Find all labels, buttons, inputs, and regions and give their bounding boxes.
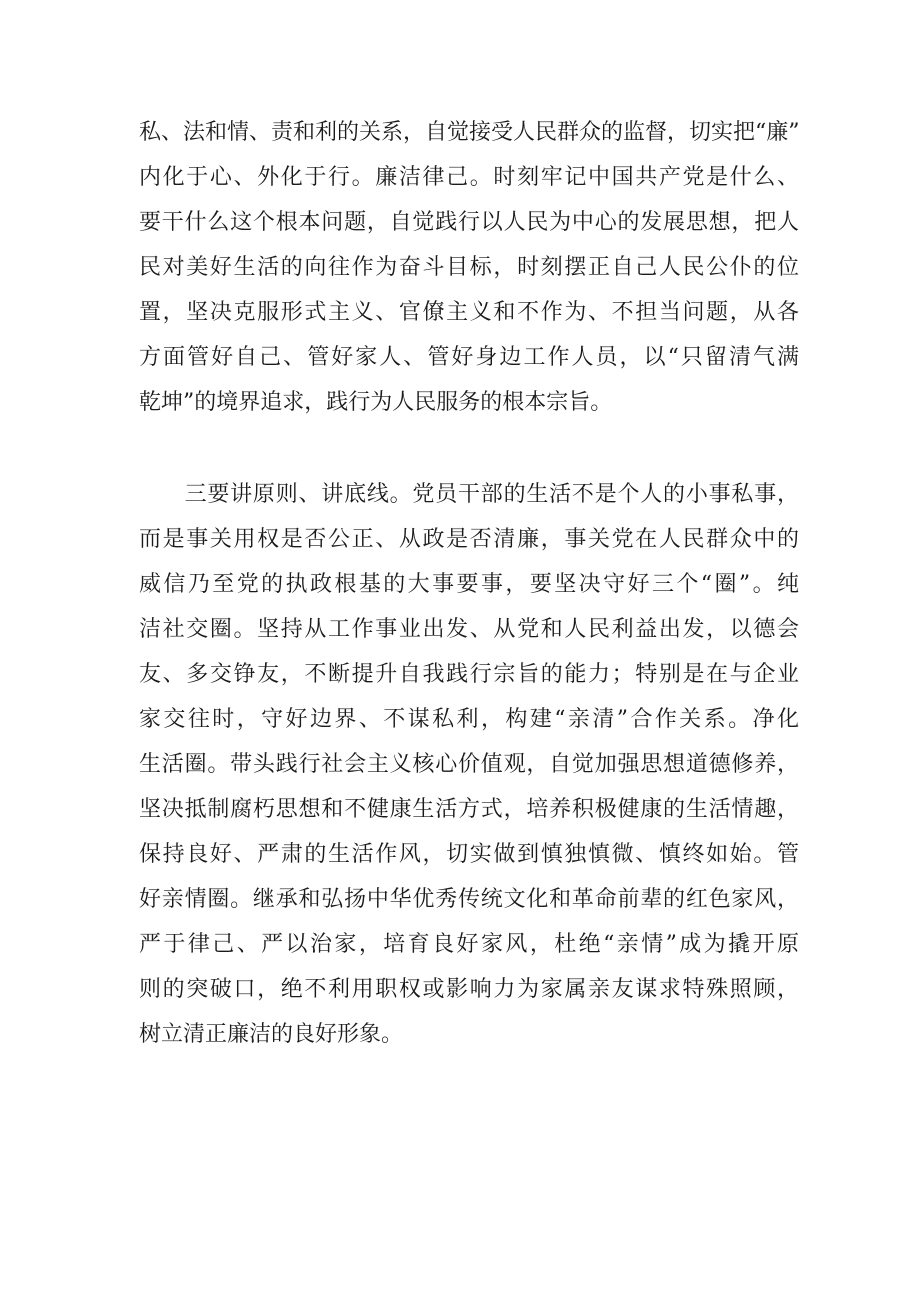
text-line: 要干什么这个根本问题，自觉践行以人民为中心的发展思想，把人	[139, 210, 799, 235]
text-line: 树立清正廉洁的良好形象。	[139, 1022, 404, 1047]
text-line: 保持良好、严肃的生活作风，切实做到慎独慎微、慎终如始。管	[139, 842, 799, 867]
text-line: 民对美好生活的向往作为奋斗目标，时刻摆正自己人民公仆的位	[139, 255, 799, 280]
text-line: 坚决抵制腐朽思想和不健康生活方式，培养积极健康的生活情趣，	[139, 797, 799, 822]
text-line: 生活圈。带头践行社会主义核心价值观，自觉加强思想道德修养，	[139, 752, 799, 777]
text-line: 洁社交圈。坚持从工作事业出发、从党和人民利益出发，以德会	[139, 617, 799, 642]
text-line: 友、多交铮友，不断提升自我践行宗旨的能力；特别是在与企业	[139, 662, 799, 687]
paragraph-continuation	[139, 110, 799, 425]
text-line: 乾坤”的境界追求，践行为人民服务的根本宗旨。	[139, 390, 613, 415]
text-line: 内化于心、外化于行。廉洁律己。时刻牢记中国共产党是什么、	[139, 165, 799, 190]
text-line: 而是事关用权是否公正、从政是否清廉，事关党在人民群众中的	[139, 527, 799, 552]
text-line: 威信乃至党的执政根基的大事要事，要坚决守好三个“圈”。纯	[139, 572, 799, 597]
text-line: 方面管好自己、管好家人、管好身边工作人员，以“只留清气满	[139, 345, 799, 370]
text-line: 则的突破口，绝不利用职权或影响力为家属亲友谋求特殊照顾，	[139, 977, 799, 1002]
text-line: 置，坚决克服形式主义、官僚主义和不作为、不担当问题，从各	[139, 300, 799, 325]
text-line: 严于律己、严以治家，培育良好家风，杜绝“亲情”成为撬开原	[139, 932, 799, 957]
text-line: 家交往时，守好边界、不谋私利，构建“亲清”合作关系。净化	[139, 707, 799, 732]
text-line: 三要讲原则、讲底线。党员干部的生活不是个人的小事私事，	[139, 482, 799, 507]
text-line: 私、法和情、责和利的关系，自觉接受人民群众的监督，切实把“廉”	[139, 120, 799, 145]
paragraph-three	[139, 472, 799, 1057]
text-line: 好亲情圈。继承和弘扬中华优秀传统文化和革命前辈的红色家风，	[139, 887, 799, 912]
